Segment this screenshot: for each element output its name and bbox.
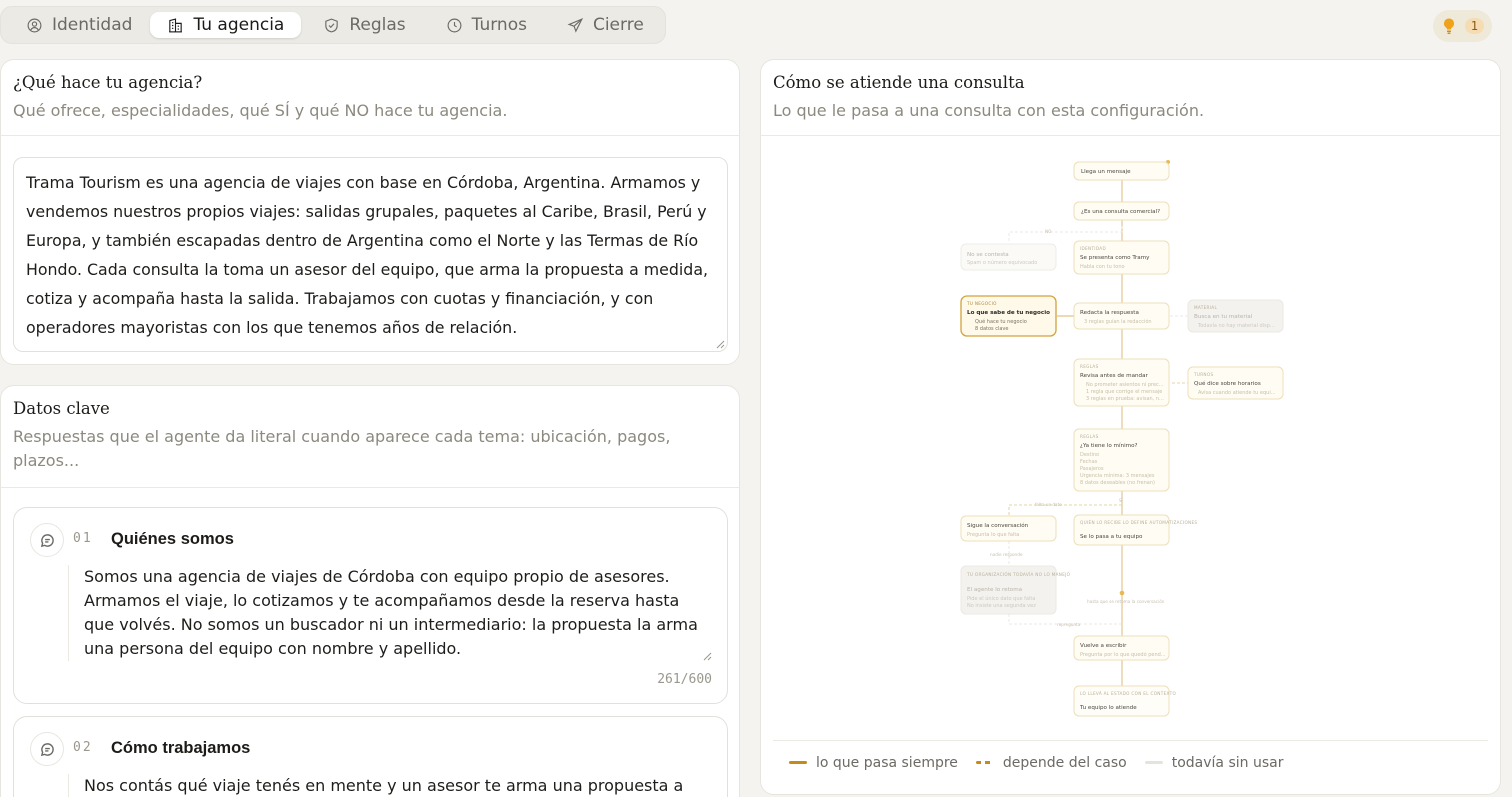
svg-text:Se presenta como Tramy: Se presenta como Tramy [1080,255,1150,261]
clock-icon [446,17,463,34]
card-title: Cómo se atiende una consulta [773,73,1025,92]
card-title: ¿Qué hace tu agencia? [13,73,203,92]
character-count: 261/600 [657,672,712,687]
flow-node-revisa[interactable] [1074,359,1169,406]
legend-solid-swatch [789,761,807,764]
legend-item-depends [976,755,1127,771]
tab-turnos[interactable] [424,12,545,38]
svg-text:QUIÉN LO RECIBE LO DEFINE AUTO: QUIÉN LO RECIBE LO DEFINE AUTOMATIZACIONES [1080,520,1198,525]
building-icon [167,17,184,34]
svg-text:No prometer asientos ni prec..: No prometer asientos ni prec... [1086,382,1164,388]
resize-handle-icon[interactable] [703,652,712,661]
svg-text:Redacta la respuesta: Redacta la respuesta [1080,310,1139,316]
item-number: 02 [73,740,93,755]
svg-text:IDENTIDAD: IDENTIDAD [1080,246,1106,251]
svg-text:Destino: Destino [1080,452,1100,458]
flow-node-sigue[interactable] [961,516,1056,541]
flow-node-tu-negocio[interactable] [961,296,1056,336]
item-title[interactable]: Quiénes somos [111,530,234,548]
card-subtitle: Lo que le pasa a una consulta con esta configuración. [773,101,1205,120]
svg-text:Sigue la conversación: Sigue la conversación [967,523,1029,529]
flow-node-atiende[interactable] [1074,686,1176,716]
flow-node-material[interactable] [1188,300,1283,332]
svg-text:Qué dice sobre horarios: Qué dice sobre horarios [1194,381,1261,387]
svg-text:Tu equipo lo atiende: Tu equipo lo atiende [1080,705,1137,711]
flow-node-vuelve[interactable] [1074,636,1169,660]
svg-text:repregunta: repregunta [1057,622,1081,627]
svg-text:No se contesta: No se contesta [967,252,1009,258]
flow-node-redacta[interactable] [1074,303,1169,329]
svg-text:NO: NO [1045,229,1052,234]
svg-text:8 datos clave: 8 datos clave [975,326,1009,332]
svg-text:8 datos deseables (no frenan): 8 datos deseables (no frenan) [1080,480,1155,486]
svg-text:Habla con tu tono: Habla con tu tono [1080,264,1125,270]
key-data-item [13,507,728,704]
tab-label: Turnos [471,15,527,35]
svg-text:3 reglas guían la redacción: 3 reglas guían la redacción [1084,319,1152,325]
tab-label: Reglas [349,15,406,35]
svg-text:REGLAS: REGLAS [1080,434,1099,439]
message-icon [30,732,64,766]
flow-node-llega[interactable] [1074,162,1169,180]
key-data-card [0,385,740,797]
svg-text:Urgencia mínima: 3 mensajes: Urgencia mínima: 3 mensajes [1080,473,1155,479]
message-icon [30,523,64,557]
svg-text:Pregunta por lo que quedó pend: Pregunta por lo que quedó pend... [1080,652,1166,658]
send-icon [567,17,584,34]
card-header [761,60,1500,136]
tab-label: Cierre [592,15,644,35]
lightbulb-icon [1441,17,1457,35]
svg-text:El agente lo retoma: El agente lo retoma [967,587,1023,593]
legend-dashed-swatch [976,761,994,764]
legend-label: todavía sin usar [1171,754,1284,771]
svg-text:Pasajeros: Pasajeros [1080,466,1104,472]
agency-description-card [0,59,740,365]
card-subtitle: Respuestas que el agente da literal cuando aparece cada tema: ubicación, pagos, plazos... [13,427,671,470]
tab-tu-agencia[interactable] [150,12,301,38]
tab-identidad[interactable] [4,12,150,38]
item-number: 01 [73,531,93,546]
svg-text:Qué hace tu negocio: Qué hace tu negocio [975,319,1027,325]
section-tabs [0,6,666,44]
svg-text:¿Ya tiene lo mínimo?: ¿Ya tiene lo mínimo? [1080,443,1138,449]
svg-text:Busca en tu material: Busca en tu material [1194,314,1253,320]
resize-handle-icon[interactable] [716,340,725,349]
svg-text:Se lo pasa a tu equipo: Se lo pasa a tu equipo [1080,534,1143,540]
svg-text:Fechas: Fechas [1080,459,1098,465]
flow-node-minimo[interactable] [1074,429,1169,491]
agency-description-textarea[interactable]: Trama Tourism es una agencia de viajes con base en Córdoba, Argentina. Armamos y vendemos nuestros propios viajes: salidas grupales, paquetes al Caribe, Brasil, Perú y Europa, y también escapadas dentro de Argentina como el Norte y las Termas de Río Hondo. Cada consulta la toma un asesor del equipo, que arma la propuesta a medida, cotiza y acompaña hasta la salida. Trabajamos con cuotas y financiación, y con operadores mayoristas con los que tenemos años de relación. [13,157,728,352]
svg-text:Avisa cuando atiende tu equi..: Avisa cuando atiende tu equi... [1198,390,1276,396]
tips-count: 1 [1465,18,1484,34]
svg-text:nadie responde: nadie responde [990,552,1023,557]
legend-label: lo que pasa siempre [816,754,958,771]
svg-text:Spam o número equivocado: Spam o número equivocado [967,260,1038,266]
svg-text:LO LLEVÁ AL ESTADO CON EL CONT: LO LLEVÁ AL ESTADO CON EL CONTEXTO [1080,691,1177,696]
svg-text:REGLAS: REGLAS [1080,364,1099,369]
key-data-item [13,716,728,797]
consultation-flow-card [760,59,1501,795]
flow-node-no-contesta[interactable] [961,244,1056,270]
flow-node-consulta-comercial[interactable] [1074,202,1169,220]
svg-text:¿Es una consulta comercial?: ¿Es una consulta comercial? [1081,209,1161,215]
tab-label: Tu agencia [193,15,285,35]
shield-icon [323,17,340,34]
svg-text:SÍ: SÍ [1119,498,1123,503]
svg-text:hasta que se retoma la convers: hasta que se retoma la conversación [1087,599,1165,604]
item-title[interactable]: Cómo trabajamos [111,739,251,757]
flow-junction-dot [1120,591,1125,596]
card-subtitle: Qué ofrece, especialidades, qué SÍ y qué NO hace tu agencia. [13,101,508,120]
flow-node-identidad[interactable] [1074,241,1169,274]
tab-cierre[interactable] [545,12,662,38]
svg-text:Lo que sabe de tu negocio: Lo que sabe de tu negocio [967,310,1050,316]
svg-text:1 regla que corrige el mensaje: 1 regla que corrige el mensaje [1086,389,1163,395]
tips-button[interactable] [1433,10,1492,42]
legend-item-unused [1145,755,1284,771]
item-body-textarea[interactable]: Nos contás qué viaje tenés en mente y un asesor te arma una propuesta a [68,774,713,797]
svg-text:TU NEGOCIO: TU NEGOCIO [967,301,997,306]
card-header [1,60,739,136]
svg-text:Pregunta lo que falta: Pregunta lo que falta [967,532,1020,538]
svg-text:Llega un mensaje: Llega un mensaje [1081,169,1131,175]
tab-label: Identidad [52,15,133,35]
svg-text:No insiste una segunda vez: No insiste una segunda vez [967,603,1036,609]
legend-faint-swatch [1145,761,1163,764]
user-circle-icon [26,17,43,34]
svg-text:TURNOS: TURNOS [1194,372,1214,377]
flow-node-turnos[interactable] [1188,367,1283,399]
svg-text:falta un dato: falta un dato [1035,502,1062,507]
flow-diagram [761,138,1501,740]
legend-label: depende del caso [1002,754,1127,771]
svg-text:MATERIAL: MATERIAL [1194,305,1218,310]
svg-text:Pide el único dato que falta: Pide el único dato que falta [967,596,1036,602]
tab-reglas[interactable] [301,12,423,38]
flow-legend [773,740,1488,784]
flow-node-sin-responder[interactable] [961,566,1071,614]
svg-text:Todavía no hay material disp..: Todavía no hay material disp... [1198,323,1275,329]
legend-item-always [789,755,958,771]
item-body-textarea[interactable]: Somos una agencia de viajes de Córdoba con equipo propio de asesores. Armamos el viaje, lo cotizamos y te acompañamos desde la reserva hasta que volvés. No somos un buscador ni un intermediario: la propuesta la arma una persona del equipo con nombre y apellido. [68,565,713,661]
svg-text:3 reglas en prueba: avisan, n.: 3 reglas en prueba: avisan, n... [1086,396,1164,402]
svg-text:Vuelve a escribir: Vuelve a escribir [1080,643,1127,649]
svg-text:TU ORGANIZACIÓN TODAVÍA NO LO: TU ORGANIZACIÓN TODAVÍA NO LO MANEJÓ [967,572,1071,577]
svg-text:Revisa antes de mandar: Revisa antes de mandar [1080,373,1148,379]
flow-node-equipo[interactable] [1074,515,1197,545]
card-header [1,386,739,488]
card-title: Datos clave [13,399,110,418]
